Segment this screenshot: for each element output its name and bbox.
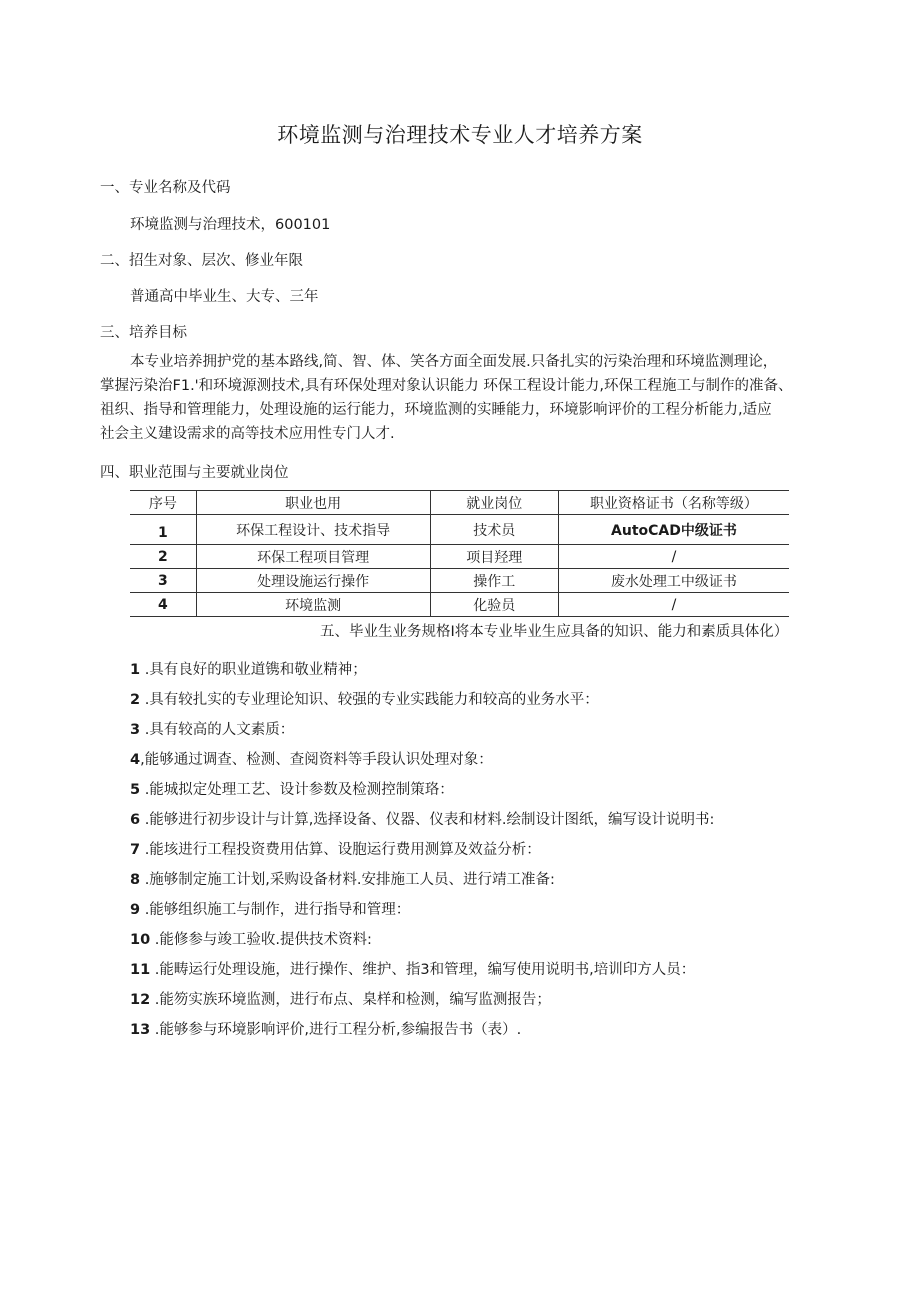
major-name-code: 环境监测与治理技术，600101 <box>130 217 331 233</box>
table-row <box>130 569 789 593</box>
list-item <box>130 688 599 709</box>
item-text: .能畴运行处理设施，进行操作、维护、指3和管理，编写使用说明书,培训印方人员： <box>150 962 696 978</box>
section4-heading: 四、职业范围与主要就业岗位 <box>100 465 289 481</box>
section3-heading: 三、培养目标 <box>100 325 187 341</box>
cell-certificate: / <box>558 593 789 617</box>
list-item <box>130 1018 521 1039</box>
cell-certificate: / <box>558 545 789 569</box>
cell-position: 操作工 <box>430 569 558 593</box>
item-text: .能够进行初步设计与计算,选择设备、仪器、仪表和材料.绘制设计图纸，编写设计说明书: <box>140 812 715 828</box>
cell-position: 技术员 <box>430 515 558 545</box>
section5-heading: 五、毕业生业务规格I将本专业毕业生应具备的知识、能力和素质具体化） <box>320 624 789 640</box>
cell-occupation: 环保工程设计、技术指导 <box>196 515 430 545</box>
item-text: .能够参与环境影响评价,进行工程分析,参编报告书（表）. <box>150 1022 522 1038</box>
item-text: ,能够通过调查、检测、查阅资料等手段认识处理对象： <box>140 752 493 768</box>
cell-position: 项目羟理 <box>430 545 558 569</box>
list-item <box>130 808 714 829</box>
list-item <box>130 658 367 679</box>
item-number: 6 <box>130 812 141 828</box>
header-serial: 序号 <box>130 491 196 515</box>
header-certificate: 职业资格证书（名称等级） <box>558 491 789 515</box>
item-number: 5 <box>130 782 141 798</box>
enrollment-info: 普通高中毕业生、大专、三年 <box>130 289 319 305</box>
list-item <box>130 958 695 979</box>
header-position: 就业岗位 <box>430 491 558 515</box>
item-number: 13 <box>130 1022 151 1038</box>
item-text: .具有较高的人文素质： <box>140 722 295 738</box>
cell-serial: 2 <box>130 545 196 569</box>
list-item <box>130 778 454 799</box>
item-number: 1 <box>130 662 141 678</box>
cell-certificate: 废水处理工中级证书 <box>558 569 789 593</box>
list-item <box>130 868 555 889</box>
cell-serial: 1 <box>130 515 196 545</box>
item-number: 3 <box>130 722 141 738</box>
item-text: .具有良好的职业道镌和敬业精神； <box>140 662 367 678</box>
list-item <box>130 988 551 1009</box>
paragraph-line: 祖织、指导和管理能力，处理设施的运行能力，环境监测的实睡能力，环境影响评价的工程分析能力,适应 <box>100 402 772 418</box>
item-number: 2 <box>130 692 141 708</box>
item-text: .施够制定施工计划,采购设备材料.安排施工人员、进行靖工准备: <box>140 872 555 888</box>
item-number: 9 <box>130 902 141 918</box>
table-row <box>130 545 789 569</box>
cell-serial: 4 <box>130 593 196 617</box>
item-text: .能够组织施工与制作，进行指导和管理： <box>140 902 411 918</box>
item-number: 10 <box>130 932 151 948</box>
item-text: .具有较扎实的专业理论知识、较强的专业实践能力和较高的业务水平： <box>140 692 599 708</box>
cell-occupation: 环保工程项目管理 <box>196 545 430 569</box>
item-number: 8 <box>130 872 141 888</box>
section2-heading: 二、招生对象、层次、修业年限 <box>100 253 303 269</box>
list-item <box>130 928 372 949</box>
item-text: .能城拟定处理工艺、设计参数及检测控制策珞： <box>140 782 454 798</box>
paragraph-line: 社会主义建设需求的高等技术应用性专门人才. <box>100 426 395 442</box>
list-item <box>130 718 294 739</box>
cell-occupation: 处理设施运行操作 <box>196 569 430 593</box>
section1-heading: 一、专业名称及代码 <box>100 180 231 196</box>
item-text: .能修参与竣工验收.提供技术资料: <box>150 932 372 948</box>
paragraph-line: 本专业培养拥护党的基本路线,简、智、体、笑各方面全面发展.只备扎实的污染治理和环境监测理论， <box>130 354 778 370</box>
item-number: 12 <box>130 992 151 1008</box>
list-item <box>130 748 493 769</box>
table-header-row <box>130 491 789 515</box>
paragraph-line: 掌握污染治F1.'和环境源测技术,具有环保处理对象认识能力 环保工程设计能力,环保工程施工与制作的准备、 <box>100 378 793 394</box>
cell-occupation: 环境监测 <box>196 593 430 617</box>
cell-certificate: AutoCAD中级证书 <box>558 515 789 545</box>
list-item <box>130 838 541 859</box>
item-text: .能垓进行工程投资费用估算、设胞运行费用测算及效益分析： <box>140 842 541 858</box>
item-text: .能笏实族环境监测，进行布点、臬样和检测，编写监测报告； <box>150 992 551 1008</box>
list-item <box>130 898 410 919</box>
item-number: 7 <box>130 842 141 858</box>
cell-serial: 3 <box>130 569 196 593</box>
training-goal-paragraph <box>100 350 830 446</box>
header-occupation: 职业也用 <box>196 491 430 515</box>
table-row <box>130 515 789 545</box>
table-row <box>130 593 789 617</box>
item-number: 4 <box>130 752 141 768</box>
document-title: 环境监测与治理技术专业人才培养方案 <box>277 123 643 147</box>
item-number: 11 <box>130 962 151 978</box>
job-table <box>130 490 789 617</box>
cell-position: 化验员 <box>430 593 558 617</box>
